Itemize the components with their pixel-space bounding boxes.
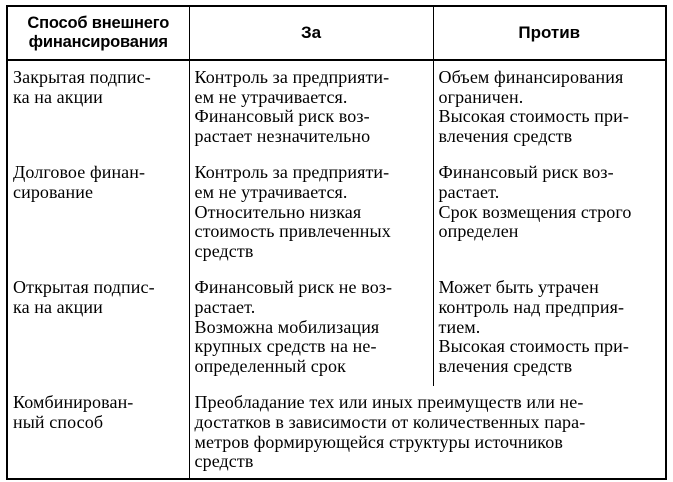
pros-cell: Контроль за предприяти- ем не утрачивается. Финансовый риск воз- растает незначительно (189, 60, 433, 156)
cons-cell: Может быть утрачен контроль над предприя- тием. Высокая стоимость при- влечения средств (433, 271, 666, 386)
table-row (7, 60, 666, 156)
method-cell: Комбинирован- ный способ (13, 392, 134, 432)
method-cell: Долговое финан- сирование (13, 162, 146, 202)
table-header (7, 6, 666, 60)
table-row (7, 386, 666, 478)
cons-cell: Объем финансирования ограничен. Высокая стоимость при- влечения средств (433, 60, 666, 156)
combined-cell: Преобладание тех или иных преимуществ или не- достатков в зависимости от количественных пара- метров формирующейся структуры источников средств (189, 386, 666, 478)
header-pros: За (189, 6, 433, 60)
financing-methods-table (6, 5, 667, 480)
header-row (7, 6, 666, 60)
cons-cell: Финансовый риск воз- растает. Срок возмещения строго определен (433, 156, 666, 271)
table-body (7, 60, 666, 479)
method-cell: Открытая подпис- ка на акции (13, 277, 155, 317)
pros-cell: Финансовый риск не воз- растает. Возможна мобилизация крупных средств на не- определенный срок (189, 271, 433, 386)
table-row (7, 271, 666, 386)
header-method: Способ внешнего финансирования (7, 6, 189, 60)
method-cell: Закрытая подпис- ка на акции (13, 67, 151, 107)
table-row (7, 156, 666, 271)
pros-cell: Контроль за предприяти- ем не утрачивается. Относительно низкая стоимость привлеченных средств (189, 156, 433, 271)
header-cons: Против (433, 6, 666, 60)
